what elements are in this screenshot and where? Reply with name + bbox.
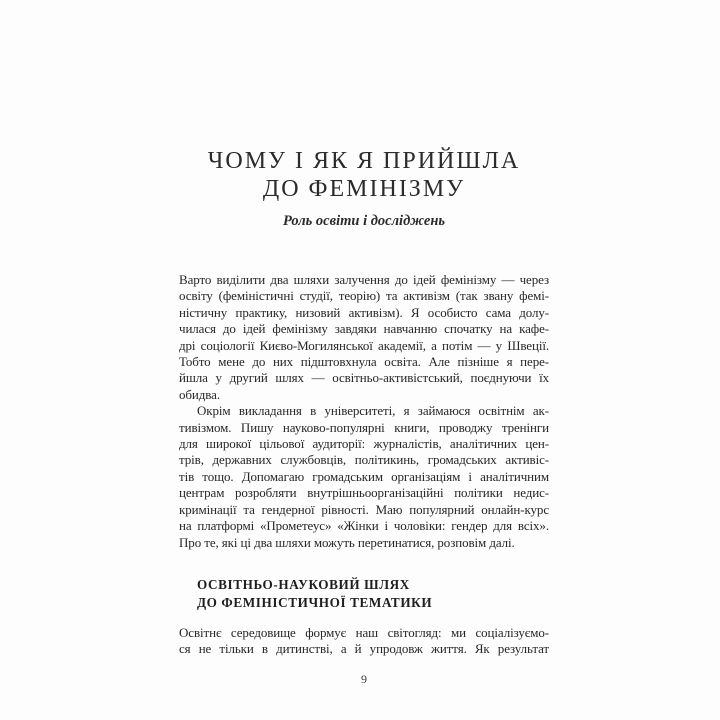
text-line: Варто виділити два шляхи залучення до ідей фемінізму — через xyxy=(179,272,549,287)
text-line: кримінації та гендерної рівності. Маю популярний онлайн-курс xyxy=(179,501,549,517)
section-heading xyxy=(197,576,549,612)
paragraph-intro xyxy=(179,272,549,403)
paragraph-education xyxy=(179,625,549,658)
text-line: ДО ФЕМІНІСТИЧНОЇ ТЕМАТИКИ xyxy=(197,594,433,610)
text-line: освіту (феміністичні студії, теорію) та активізм (так звану фемі- xyxy=(179,288,549,304)
text-line: для широкої цільової аудиторії: журналістів, аналітичних цен- xyxy=(179,436,549,452)
text-line: чилася до ідей фемінізму завдяки навчанню спочатку на кафе- xyxy=(179,321,549,337)
text-line: тивізмом. Пишу науково-популярні книги, проводжу тренінги xyxy=(179,419,549,435)
chapter-subtitle: Роль освіти і досліджень xyxy=(283,213,445,229)
text-column xyxy=(179,0,549,687)
chapter-title xyxy=(179,147,549,203)
text-line: ЧОМУ І ЯК Я ПРИЙШЛА xyxy=(207,148,521,174)
text-line: дрі соціології Києво-Могилянської академії, а потім — у Швеції. xyxy=(179,337,549,353)
text-line: ся не тільки в дитинстві, а й упродовж життя. Як результат xyxy=(179,641,549,657)
text-line: Освітнє середовище формує наш світогляд: ми соціалізуємо- xyxy=(179,624,549,640)
text-line: обидва. xyxy=(179,386,220,402)
text-line: Про те, які ці два шляхи можуть перетинатися, розповім далі. xyxy=(179,534,515,550)
text-line: тів тощо. Допомагаю громадським організаціям і аналітичним xyxy=(179,468,549,484)
text-line: на платформі «Прометеус» «Жінки і чоловіки: гендер для всіх». xyxy=(179,518,549,534)
text-line: трів, державних службовців, політикинь, громадських активіс- xyxy=(179,452,549,468)
text-line: ОСВІТНЬО-НАУКОВИЙ ШЛЯХ xyxy=(197,576,410,592)
text-line: ністичну практику, низовий активізм). Я особисто сама долу- xyxy=(179,304,549,320)
text-line: Тобто мене до них підштовхнула освіта. Але пізніше я пере- xyxy=(179,354,549,370)
text-line: йшла у другий шлях — освітньо-активістський, поєднуючи їх xyxy=(179,370,549,386)
text-line: Окрім викладання в університеті, я займаюся освітнім ак- xyxy=(197,403,549,419)
paragraph-activism xyxy=(179,403,549,551)
page-number: 9 xyxy=(361,671,367,686)
text-line: центрам розробляти внутрішньоорганізаційні політики недис- xyxy=(179,485,549,501)
text-line: ДО ФЕМІНІЗМУ xyxy=(262,176,466,202)
